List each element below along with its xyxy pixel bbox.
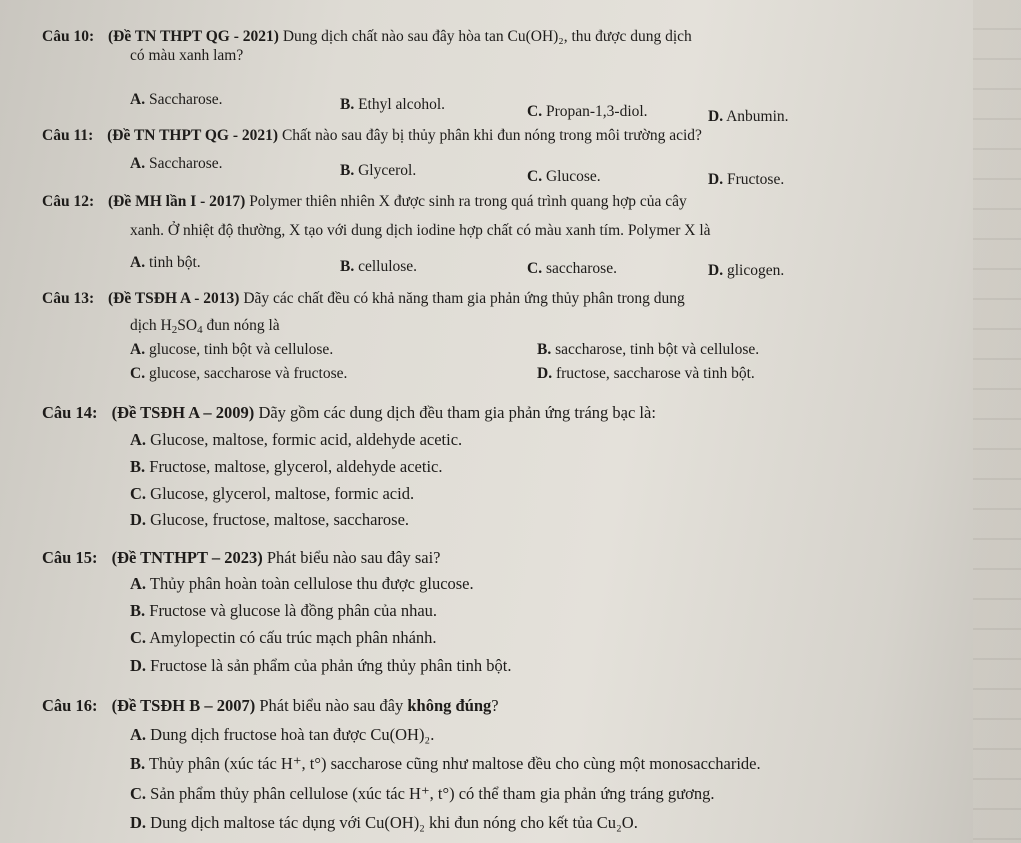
question-text: Dãy gồm các dung dịch đều tham gia phản ứng tráng bạc là: <box>258 403 656 422</box>
option-a: A. Saccharose. <box>130 91 223 108</box>
option-b: B. Fructose và glucose là đồng phân của nhau. <box>130 601 438 620</box>
question-text-cont: xanh. Ở nhiệt độ thường, X tạo với dung dịch iodine hợp chất có màu xanh tím. Polymer X là <box>130 222 711 239</box>
question-source: (Đề TN THPT QG - 2021) <box>107 127 279 144</box>
question-text: Dãy các chất đều có khả năng tham gia phản ứng thủy phân trong dung <box>243 290 685 307</box>
option-b: B. cellulose. <box>340 258 418 275</box>
option-d: D. Fructose. <box>708 171 785 188</box>
question-text: Phát biểu nào sau đây <box>259 696 408 715</box>
option-a: A. Saccharose. <box>130 155 223 172</box>
option-b: B. Thủy phân (xúc tác H⁺, t°) saccharose cũng như maltose đều cho cùng một monosaccharide. <box>130 754 761 773</box>
option-a: A. Dung dịch fructose hoà tan được Cu(OH)₂. <box>130 725 435 744</box>
option-c: C. Glucose. <box>527 168 601 185</box>
question-text-cont: có màu xanh lam? <box>130 47 244 64</box>
question-number: Câu 14: <box>42 403 98 422</box>
option-d: D. fructose, saccharose và tinh bột. <box>537 365 755 382</box>
option-b: B. Ethyl alcohol. <box>340 96 446 113</box>
question-number: Câu 13: <box>42 290 95 307</box>
question-number: Câu 16: <box>42 696 98 715</box>
page-edge-background <box>973 0 1021 843</box>
question-source: (Đề TSĐH A - 2013) <box>107 290 240 307</box>
question-text: Polymer thiên nhiên X được sinh ra trong quá trình quang hợp của cây <box>249 193 687 210</box>
question-source: (Đề TNTHPT – 2023) <box>111 548 263 567</box>
option-b: B. Glycerol. <box>340 162 417 179</box>
option-d: D. Glucose, fructose, maltose, saccharose. <box>130 510 410 529</box>
question-number: Câu 12: <box>42 193 95 210</box>
question-text: Dung dịch chất nào sau đây hòa tan Cu(OH)₂, thu được dung dịch <box>282 28 692 45</box>
option-a: A. Thủy phân hoàn toàn cellulose thu được glucose. <box>130 574 474 593</box>
option-a: A. glucose, tinh bột và cellulose. <box>130 341 334 358</box>
option-d: D. Dung dịch maltose tác dụng với Cu(OH)₂ khi đun nóng cho kết tủa Cu₂O. <box>130 813 638 832</box>
question-text: Chất nào sau đây bị thủy phân khi đun nóng trong môi trường acid? <box>281 127 702 144</box>
question-text: Phát biểu nào sau đây sai? <box>266 548 441 567</box>
question-text-cont: dịch H2SO4 đun nóng là <box>130 317 280 336</box>
option-c: C. glucose, saccharose và fructose. <box>130 365 348 382</box>
question-number: Câu 10: <box>42 28 95 45</box>
question-number: Câu 15: <box>42 548 98 567</box>
option-d: D. Anbumin. <box>708 108 789 125</box>
document-page: Câu 10: (Đề TN THPT QG - 2021) Dung dịch chất nào sau đây hòa tan Cu(OH)₂, thu được dung dịch có màu xanh lam? A. Saccharose. B. Ethyl alcohol. C. Propan-1,3-diol. D. Anbumin. Câu 11: (Đề TN THPT QG - 2021) Chất nào sau đây bị thủy phân khi đun nóng trong môi trường acid? A. Saccharose. B. Glycerol. C. Glucose. D. Fructose. Câu 12: (Đề MH lần I - 2017) Polymer thiên nhiên X được sinh ra trong quá trình quang hợp của cây xanh. Ở nhiệt độ thường, X tạo với dung dịch iodine hợp chất có màu xanh tím. Polymer X là A. tinh bột. B. cellulose. C. saccharose. D. glicogen. Câu 13: (Đề TSĐH A - 2013) Dãy các chất đều có khả năng tham gia phản ứng thủy phân trong dung dịch H2SO4 đun nóng là A. glucose, tinh bột và cellulose. B. saccharose, tinh bột và cellulose. C. glucose, saccharose và fructose. D. fructose, saccharose và tinh bột. Câu 14: (Đề TSĐH A – 2009) Dãy gồm các dung dịch đều tham gia phản ứng tráng bạc là: A. Glucose, maltose, formic acid, aldehyde acetic. B. Fructose, maltose, glycerol, aldehyde acetic. C. Glucose, glycerol, maltose, formic acid. D. Glucose, fructose, maltose, saccharose. Câu 15: (Đề TNTHPT – 2023) Phát biểu nào sau đây sai? A. Thủy phân hoàn toàn cellulose thu được glucose. B. Fructose và glucose là đồng phân của nhau. C. Amylopectin có cấu trúc mạch phân nhánh. D. Fructose là sản phẩm của phản ứng thủy phân tinh bột. Câu 16: (Đề TSĐH B – 2007) Phát biểu nào sau đây không đúng? A. Dung dịch fructose hoà tan được Cu(OH)₂. B. Thủy phân (xúc tác H⁺, t°) saccharose cũng như maltose đều cho cùng một monosaccharide. C. Sản phẩm thủy phân cellulose (xúc tác H⁺, t°) có thể tham gia phản ứng tráng gương. D. Dung dịch maltose tác dụng với Cu(OH)₂ khi đun nóng cho kết tủa Cu₂O. <box>0 0 1021 843</box>
option-b: B. Fructose, maltose, glycerol, aldehyde acetic. <box>130 457 443 476</box>
question-number: Câu 11: <box>42 127 94 144</box>
option-b: B. saccharose, tinh bột và cellulose. <box>537 341 760 358</box>
option-c: C. Propan-1,3-diol. <box>527 103 648 120</box>
option-c: C. Sản phẩm thủy phân cellulose (xúc tác H⁺, t°) có thể tham gia phản ứng tráng gương. <box>130 784 715 803</box>
option-d: D. glicogen. <box>708 262 785 279</box>
option-c: C. Glucose, glycerol, maltose, formic acid. <box>130 484 415 503</box>
option-c: C. saccharose. <box>527 260 617 277</box>
question-source: (Đề MH lần I - 2017) <box>107 193 246 210</box>
option-c: C. Amylopectin có cấu trúc mạch phân nhánh. <box>130 628 437 647</box>
option-d: D. Fructose là sản phẩm của phản ứng thủy phân tinh bột. <box>130 656 512 675</box>
option-a: A. tinh bột. <box>130 254 201 271</box>
option-a: A. Glucose, maltose, formic acid, aldehyde acetic. <box>130 430 463 449</box>
question-source: (Đề TSĐH A – 2009) <box>111 403 255 422</box>
question-source: (Đề TN THPT QG - 2021) <box>107 28 279 45</box>
question-emphasis: không đúng <box>407 696 492 715</box>
question-source: (Đề TSĐH B – 2007) <box>111 696 256 715</box>
